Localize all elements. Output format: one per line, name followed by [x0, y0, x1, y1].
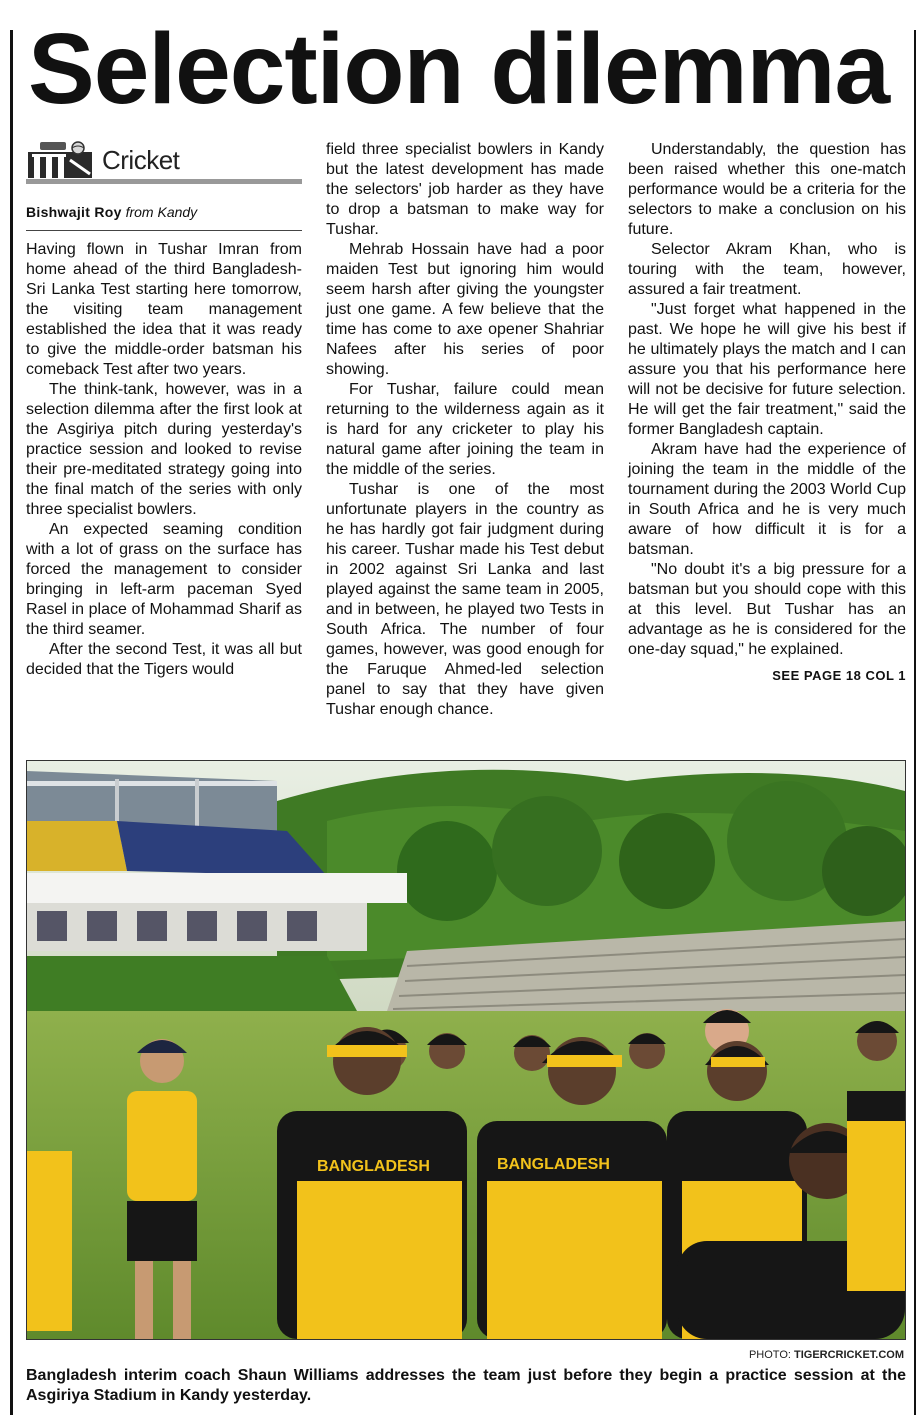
- jersey-text: BANGLADESH: [497, 1156, 610, 1173]
- paragraph: An expected seaming condition with a lot of grass on the surface has forced the management to consider bringing in left-arm paceman Syed Rasel in place of Mohammad Sharif as the third seamer.: [26, 521, 302, 638]
- section-label: Cricket: [102, 145, 180, 175]
- paragraph: "Just forget what happened in the past. We hope he will give his best if he ultimately plays the match and I can assure you that his performance here will not be decisive for future selection. He will get the fair treatment," said the former Bangladesh captain.: [628, 301, 906, 438]
- paragraph: Akram have had the experience of joining the team in the middle of the tournament during the 2003 World Cup in South Africa and he is very much aware of how difficult it is for a batsman.: [628, 441, 906, 558]
- photo-credit: [26, 1348, 904, 1362]
- byline-rule: [26, 230, 302, 231]
- paragraph: Understandably, the question has been raised whether this one-match performance would be a criteria for the selectors to make a conclusion on his future.: [628, 141, 906, 238]
- jersey-text: BANGLADESH: [317, 1158, 430, 1175]
- paragraph: "No doubt it's a big pressure for a batsman but you should cope with this at this level. But Tushar has an advantage as he is considered for the one-day squad," he explained.: [628, 561, 906, 658]
- headline: Selection dilemma: [28, 13, 890, 125]
- photo-caption: Bangladesh interim coach Shaun Williams addresses the team just before they begin a practice session at the Asgiriya Stadium in Kandy yesterday.: [26, 1367, 906, 1404]
- photo-credit-prefix: PHOTO:: [748, 1349, 794, 1361]
- right-column-rule: [914, 30, 916, 1415]
- paragraph: Selector Akram Khan, who is touring with the team, however, assured a fair treatment.: [628, 241, 906, 298]
- team-photo-illustration: [27, 761, 905, 1339]
- paragraph: After the second Test, it was all but decided that the Tigers would: [26, 641, 302, 678]
- left-column-rule: [10, 30, 13, 1415]
- paragraph: For Tushar, failure could mean returning to the wilderness again as it is hard for any cricketer to play his natural game after joining the team in the middle of the series.: [326, 381, 604, 478]
- byline-location: from Kandy: [125, 204, 198, 220]
- paragraph: Mehrab Hossain have had a poor maiden Test but ignoring him would seem harsh after giving the youngster just one game. A few believe that the time has come to axe opener Shahriar Nafees after his series of poor showing.: [326, 241, 604, 378]
- byline: [26, 202, 302, 222]
- section-header: [26, 140, 302, 184]
- continued-jump: SEE PAGE 18 COL 1: [772, 668, 906, 683]
- section-rule: [26, 179, 302, 184]
- paragraph: field three specialist bowlers in Kandy but the latest development has made the selectors' job harder as they have to drop a batsman to make way for Tushar.: [326, 141, 604, 238]
- paragraph: Having flown in Tushar Imran from home ahead of the third Bangladesh-Sri Lanka Test starting here tomorrow, the visiting team management established the idea that it was ready to give the middle-order batsman his comeback Test after two years.: [26, 241, 302, 378]
- paragraph: Tushar is one of the most unfortunate players in the country as he has hardly got fair judgment during his career. Tushar made his Test debut in 2002 against Sri Lanka and last played against the same team in 2005, and in between, he played two Tests in South Africa. The number of four games, however, was good enough for the Faruque Ahmed-led selection panel to say that they have given Tushar enough chance.: [326, 481, 604, 718]
- paragraph: The think-tank, however, was in a selection dilemma after the first look at the Asgiriya pitch during yesterday's practice session and looked to revise their pre-meditated strategy going into the final match of the series with only three specialist bowlers.: [26, 381, 302, 518]
- byline-author: Bishwajit Roy: [26, 204, 122, 220]
- photo-credit-source: TIGERCRICKET.COM: [794, 1349, 904, 1361]
- cricket-stumps-logo-icon: [26, 140, 94, 180]
- team-photo: [26, 760, 906, 1340]
- article-column-2: [326, 140, 604, 720]
- article-column-3: [628, 140, 906, 686]
- article-column-1: [26, 140, 302, 680]
